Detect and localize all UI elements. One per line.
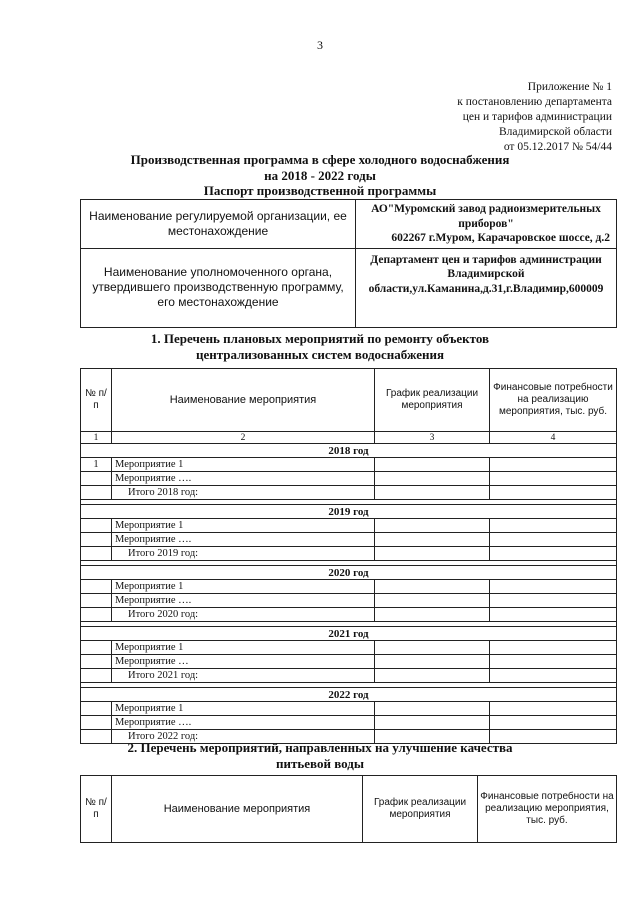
schedule-cell — [375, 580, 490, 594]
row-number — [81, 486, 112, 500]
table-row — [81, 716, 617, 730]
year-total-label: Итого 2019 год: — [112, 547, 375, 561]
appendix-line: Владимирской области — [498, 126, 612, 138]
measure-name: Мероприятие … — [112, 655, 375, 669]
year-row — [81, 444, 617, 458]
table-row — [81, 472, 617, 486]
table-row — [81, 580, 617, 594]
appendix-line: цен и тарифов администрации — [462, 111, 612, 123]
year-label: 2020 год — [81, 566, 617, 580]
finance-cell — [490, 547, 617, 561]
title-line: Производственная программа в сфере холодного водоснабжения — [130, 152, 510, 167]
schedule-cell — [375, 669, 490, 683]
header-cell: Финансовые потребности на реализацию мероприятия, тыс. руб. — [490, 369, 617, 432]
passport-row — [81, 248, 617, 327]
measure-name: Мероприятие 1 — [112, 641, 375, 655]
title-line: питьевой воды — [276, 756, 364, 771]
year-label: 2022 год — [81, 688, 617, 702]
column-number-row — [81, 432, 617, 444]
finance-cell — [490, 716, 617, 730]
column-number: 2 — [112, 432, 375, 444]
appendix-line: к постановлению департамента — [457, 96, 612, 108]
water-quality-measures-table — [80, 775, 617, 843]
table-row — [81, 533, 617, 547]
finance-cell — [490, 702, 617, 716]
schedule-cell — [375, 547, 490, 561]
year-row — [81, 505, 617, 519]
finance-cell — [490, 472, 617, 486]
header-cell: График реализации мероприятия — [375, 369, 490, 432]
row-number — [81, 669, 112, 683]
row-number — [81, 702, 112, 716]
value-line: 602267 г.Муром, Карачаровское шоссе, д.2 — [391, 232, 610, 244]
appendix-note — [372, 80, 612, 155]
row-number — [81, 547, 112, 561]
schedule-cell — [375, 716, 490, 730]
row-number — [81, 533, 112, 547]
passport-heading: Паспорт производственной программы — [203, 183, 437, 198]
table-row — [81, 655, 617, 669]
passport-label: Наименование регулируемой организации, ее местонахождение — [81, 200, 356, 249]
measure-name: Мероприятие 1 — [112, 458, 375, 472]
value-line: АО"Муромский завод радиоизмерительных приборов" — [371, 203, 601, 230]
document-title — [0, 152, 640, 199]
table-row — [81, 594, 617, 608]
measure-name: Мероприятие …. — [112, 716, 375, 730]
total-row — [81, 547, 617, 561]
header-cell: Наименование мероприятия — [112, 369, 375, 432]
measure-name: Мероприятие …. — [112, 472, 375, 486]
title-line: 2. Перечень мероприятий, направленных на улучшение качества — [127, 740, 513, 755]
finance-cell — [490, 655, 617, 669]
year-total-label: Итого 2018 год: — [112, 486, 375, 500]
finance-cell — [490, 641, 617, 655]
total-row — [81, 486, 617, 500]
appendix-line: от 05.12.2017 № 54/44 — [503, 141, 612, 153]
schedule-cell — [375, 472, 490, 486]
finance-cell — [490, 458, 617, 472]
table-row — [81, 519, 617, 533]
row-number — [81, 594, 112, 608]
measure-name: Мероприятие …. — [112, 594, 375, 608]
column-number: 4 — [490, 432, 617, 444]
table-row — [81, 702, 617, 716]
year-label: 2021 год — [81, 627, 617, 641]
value-line: Департамент цен и тарифов администрации Владимирской — [370, 253, 602, 280]
section2-title — [0, 740, 640, 772]
finance-cell — [490, 486, 617, 500]
year-row — [81, 688, 617, 702]
passport-table — [80, 199, 617, 328]
total-row — [81, 608, 617, 622]
total-row — [81, 669, 617, 683]
year-label: 2019 год — [81, 505, 617, 519]
header-cell: График реализации мероприятия — [363, 776, 478, 843]
row-number: 1 — [81, 458, 112, 472]
value-line: области,ул.Каманина,д.31,г.Владимир,600009 — [368, 282, 604, 295]
column-number: 3 — [375, 432, 490, 444]
title-line: на 2018 - 2022 годы — [264, 167, 376, 183]
row-number — [81, 716, 112, 730]
row-number — [81, 519, 112, 533]
table-header-row — [81, 369, 617, 432]
header-cell: № п/п — [81, 369, 112, 432]
finance-cell — [490, 519, 617, 533]
repair-measures-table — [80, 368, 617, 744]
passport-row — [81, 200, 617, 249]
title-line: 1. Перечень плановых мероприятий по ремонту объектов — [150, 331, 490, 346]
row-number — [81, 641, 112, 655]
measure-name: Мероприятие 1 — [112, 519, 375, 533]
schedule-cell — [375, 533, 490, 547]
table-header-row — [81, 776, 617, 843]
table-row — [81, 458, 617, 472]
schedule-cell — [375, 594, 490, 608]
schedule-cell — [375, 655, 490, 669]
schedule-cell — [375, 702, 490, 716]
row-number — [81, 655, 112, 669]
finance-cell — [490, 594, 617, 608]
schedule-cell — [375, 608, 490, 622]
measure-name: Мероприятие 1 — [112, 580, 375, 594]
schedule-cell — [375, 519, 490, 533]
year-row — [81, 566, 617, 580]
section1-title — [0, 331, 640, 363]
finance-cell — [490, 580, 617, 594]
table-row — [81, 641, 617, 655]
schedule-cell — [375, 486, 490, 500]
header-cell: Финансовые потребности на реализацию мероприятия, тыс. руб. — [478, 776, 617, 843]
measure-name: Мероприятие 1 — [112, 702, 375, 716]
header-cell: Наименование мероприятия — [112, 776, 363, 843]
row-number — [81, 472, 112, 486]
page-number: 3 — [317, 38, 323, 52]
finance-cell — [490, 533, 617, 547]
column-number: 1 — [81, 432, 112, 444]
title-line: централизованных систем водоснабжения — [195, 347, 445, 362]
header-cell: № п/п — [81, 776, 112, 843]
finance-cell — [490, 608, 617, 622]
year-total-label: Итого 2022 год: — [112, 730, 375, 744]
year-total-label: Итого 2020 год: — [112, 608, 375, 622]
year-row — [81, 627, 617, 641]
passport-label: Наименование уполномоченного органа, утвердившего производственную программу, его местонахождение — [81, 248, 356, 327]
year-label: 2018 год — [81, 444, 617, 458]
appendix-line: Приложение № 1 — [527, 81, 612, 93]
row-number — [81, 608, 112, 622]
schedule-cell — [375, 641, 490, 655]
row-number — [81, 580, 112, 594]
passport-value — [356, 200, 617, 249]
measure-name: Мероприятие …. — [112, 533, 375, 547]
finance-cell — [490, 669, 617, 683]
passport-value — [356, 248, 617, 327]
schedule-cell — [375, 458, 490, 472]
year-total-label: Итого 2021 год: — [112, 669, 375, 683]
